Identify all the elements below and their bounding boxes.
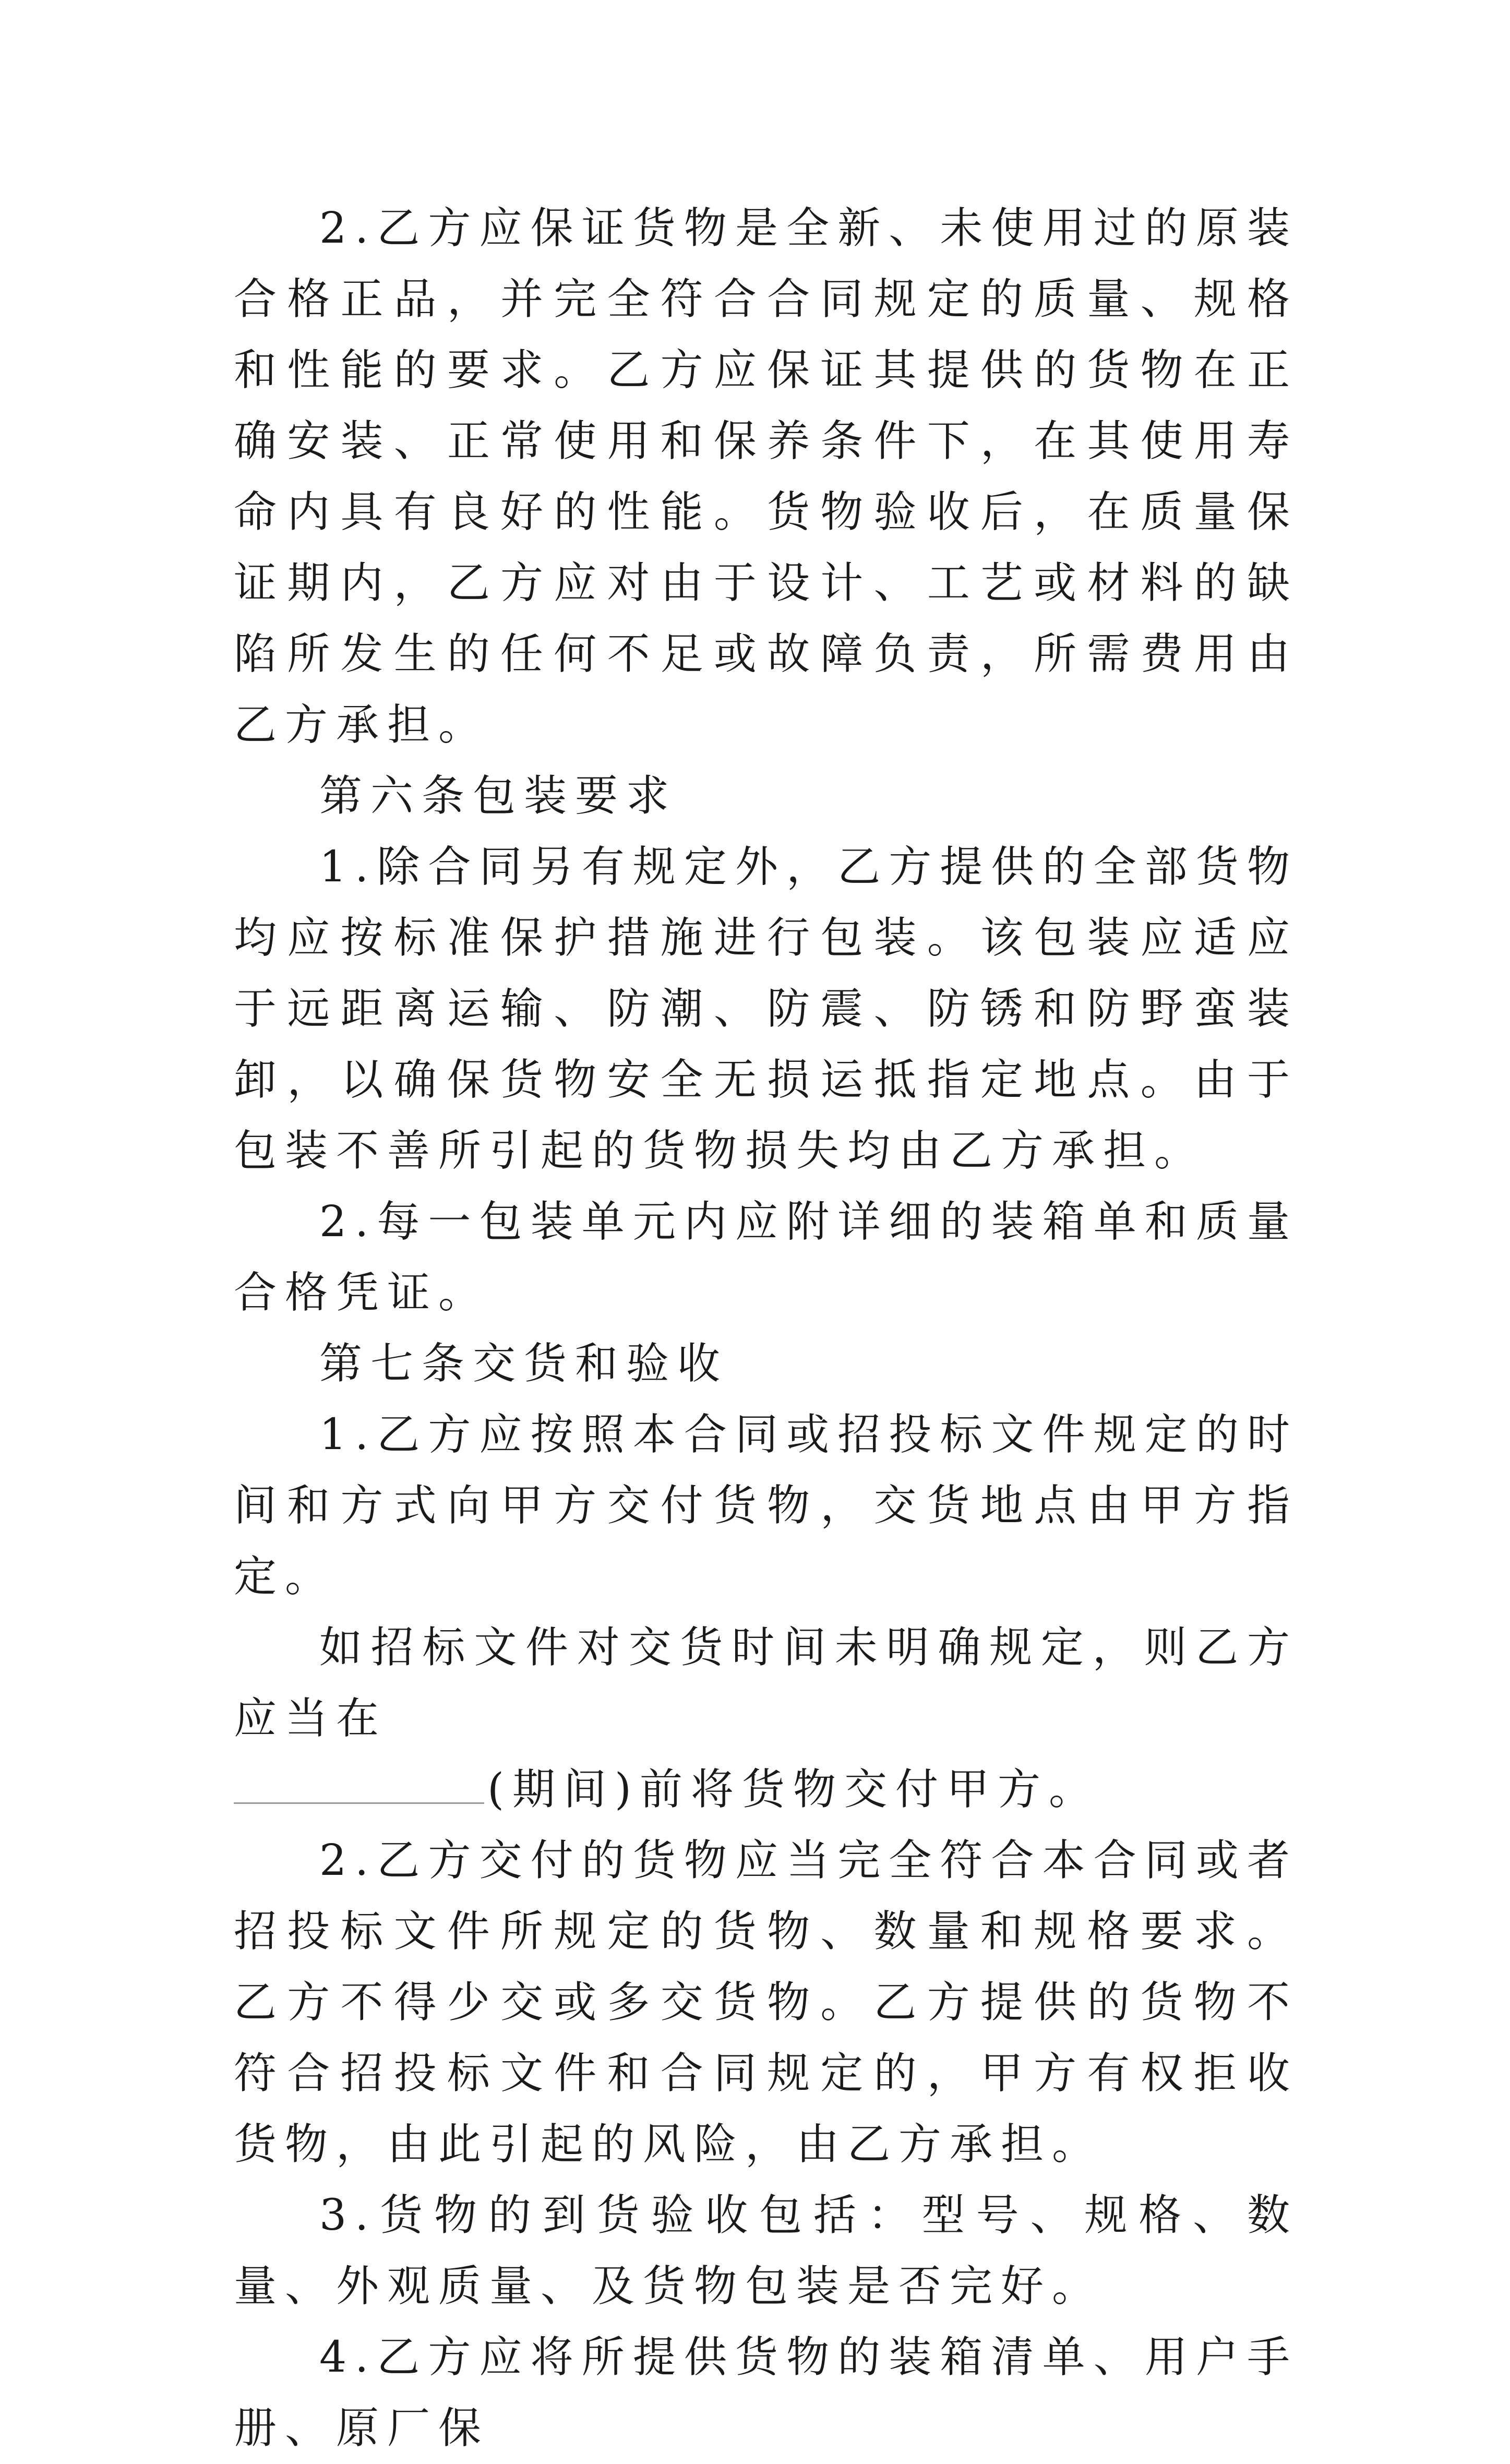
article-heading: 第七条交货和验收 xyxy=(319,1339,729,1389)
clause-paragraph: 3.货物的到货验收包括：型号、规格、数量、外观质量、及货物包装是否完好。 xyxy=(234,2191,1298,2311)
clause-paragraph: 4.乙方应将所提供货物的装箱清单、用户手册、原厂保 xyxy=(234,2333,1298,2453)
fill-in-blank[interactable] xyxy=(234,1766,484,1804)
clause-paragraph: 1.除合同另有规定外，乙方提供的全部货物均应按标准保护措施进行包装。该包装应适应于远距离运输、防潮、防震、防锈和防野蛮装卸，以确保货物安全无损运抵指定地点。由于包装不善所引起的货物损失均由乙方承担。 xyxy=(234,842,1298,1176)
delivery-deadline-line xyxy=(234,1754,1298,1825)
article-heading: 第六条包装要求 xyxy=(319,771,678,821)
contract-body xyxy=(234,193,1298,2464)
clause-paragraph: 如招标文件对交货时间未明确规定，则乙方应当在 xyxy=(234,1623,1298,1743)
clause-paragraph: 2.乙方应保证货物是全新、未使用过的原装合格正品，并完全符合合同规定的质量、规格和性能的要求。乙方应保证其提供的货物在正确安装、正常使用和保养条件下，在其使用寿命内具有良好的性能。货物验收后，在质量保证期内，乙方应对由于设计、工艺或材料的缺陷所发生的任何不足或故障负责，所需费用由乙方承担。 xyxy=(234,204,1298,750)
clause-paragraph: 2.每一包装单元内应附详细的装箱单和质量合格凭证。 xyxy=(234,1197,1298,1318)
deadline-text: (期间)前将货物交付甲方。 xyxy=(487,1765,1100,1814)
clause-paragraph: 1.乙方应按照本合同或招投标文件规定的时间和方式向甲方交付货物，交货地点由甲方指定。 xyxy=(234,1410,1298,1601)
clause-paragraph: 2.乙方交付的货物应当完全符合本合同或者招投标文件所规定的货物、数量和规格要求。乙方不得少交或多交货物。乙方提供的货物不符合招投标文件和合同规定的，甲方有权拒收货物，由此引起的风险，由乙方承担。 xyxy=(234,1836,1298,2169)
